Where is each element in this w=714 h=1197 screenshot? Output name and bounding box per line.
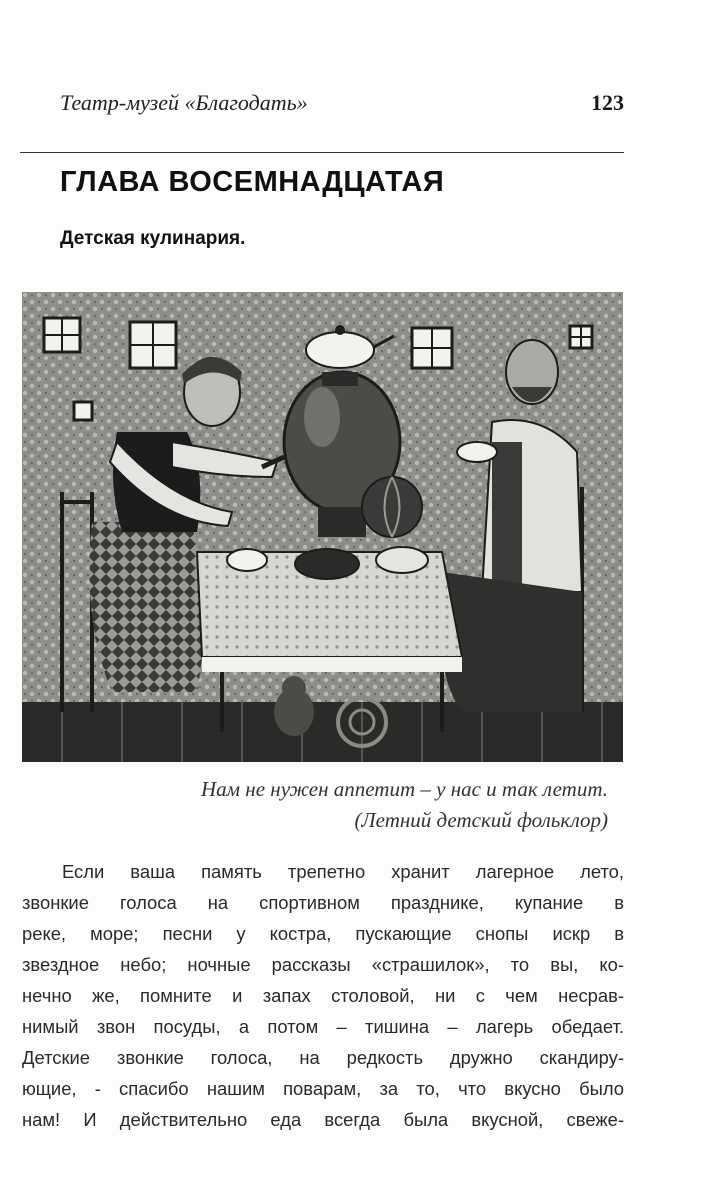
epigraph-source: (Летний детский фольклор) <box>354 808 608 832</box>
body-paragraph <box>22 856 624 1135</box>
body-line: ющие, - спасибо нашим поварам, за то, что вкусно было <box>22 1078 624 1099</box>
body-line: звонкие голоса на спортивном празднике, купание в <box>22 892 624 913</box>
running-title: Театр-музей «Благодать» <box>60 90 308 115</box>
body-line: реке, море; песни у костра, пускающие снопы искр в <box>22 923 624 944</box>
epigraph-line: Нам не нужен аппетит – у нас и так летит. <box>200 777 608 801</box>
chapter-title: ГЛАВА ВОСЕМНАДЦАТАЯ <box>60 166 445 198</box>
body-line: нам! И действительно еда всегда была вкусной, свеже- <box>22 1109 624 1130</box>
body-line: Детские звонкие голоса, на редкость дружно скандиру- <box>22 1047 624 1068</box>
epigraph <box>60 774 608 836</box>
section-title: Детская кулинария. <box>60 228 246 249</box>
body-line: нимый звон посуды, а потом – тишина – лагерь обедает. <box>22 1016 624 1037</box>
header-rule <box>20 152 624 153</box>
body-line: нечно же, помните и запах столовой, ни с чем несрав- <box>22 985 624 1006</box>
body-line: звездное небо; ночные рассказы «страшилок», то вы, ко- <box>22 954 624 975</box>
body-line: Если ваша память трепетно хранит лагерное лето, <box>62 861 624 882</box>
tea-party-illustration <box>22 292 623 762</box>
page-number: 123 <box>591 90 624 115</box>
running-head <box>60 90 624 126</box>
